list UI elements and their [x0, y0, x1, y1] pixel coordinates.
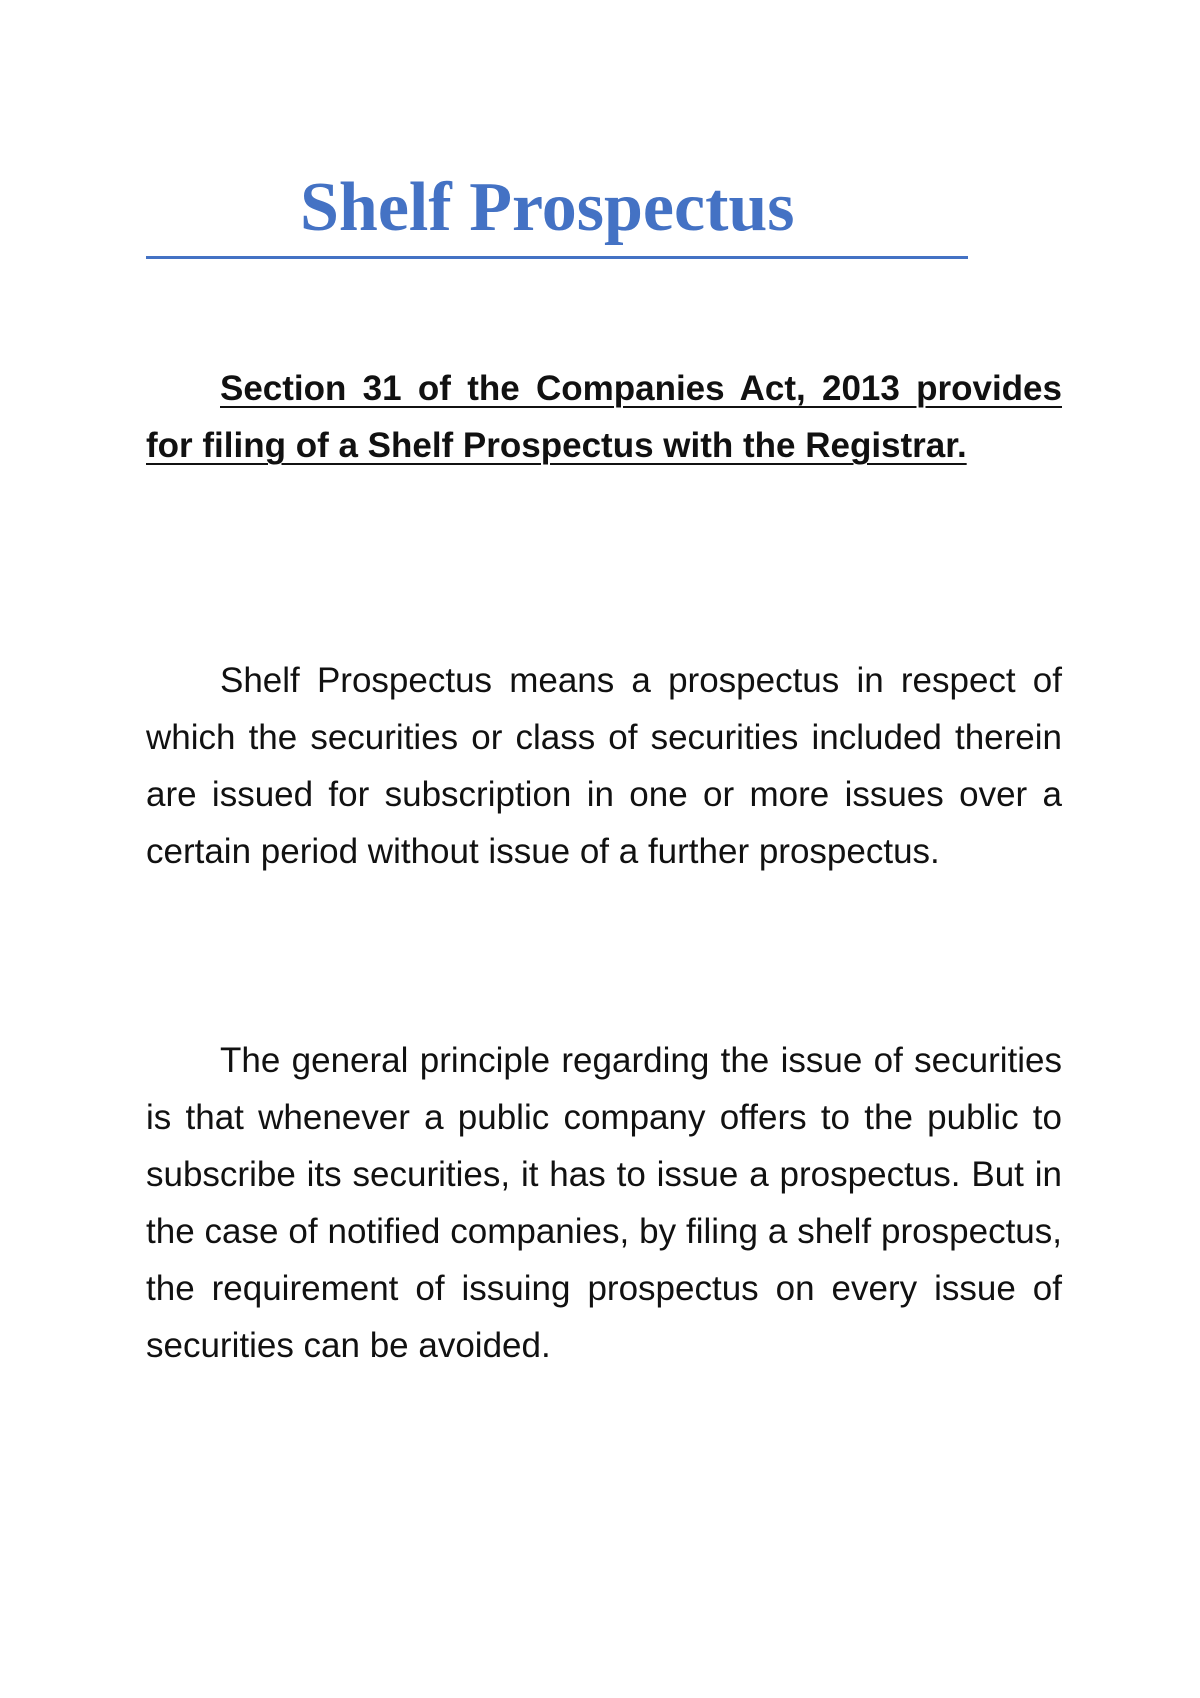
section-heading: Section 31 of the Companies Act, 2013 provides for filing of a Shelf Prospectus with the Registrar. — [146, 369, 1062, 465]
general-principle-paragraph: The general principle regarding the issue of securities is that whenever a public company offers to the public to subscribe its securities, it has to issue a prospectus. But in the case of notified companies, by filing a shelf prospectus, the requirement of issuing prospectus on every issue of securities can be avoided. — [146, 1041, 1062, 1365]
title-underline-rule — [146, 256, 968, 259]
definition-paragraph: Shelf Prospectus means a prospectus in respect of which the securities or class of securities included therein are issued for subscription in one or more issues over a certain period without issue of a further prospectus. — [146, 661, 1062, 871]
page-title: Shelf Prospectus — [300, 169, 795, 246]
